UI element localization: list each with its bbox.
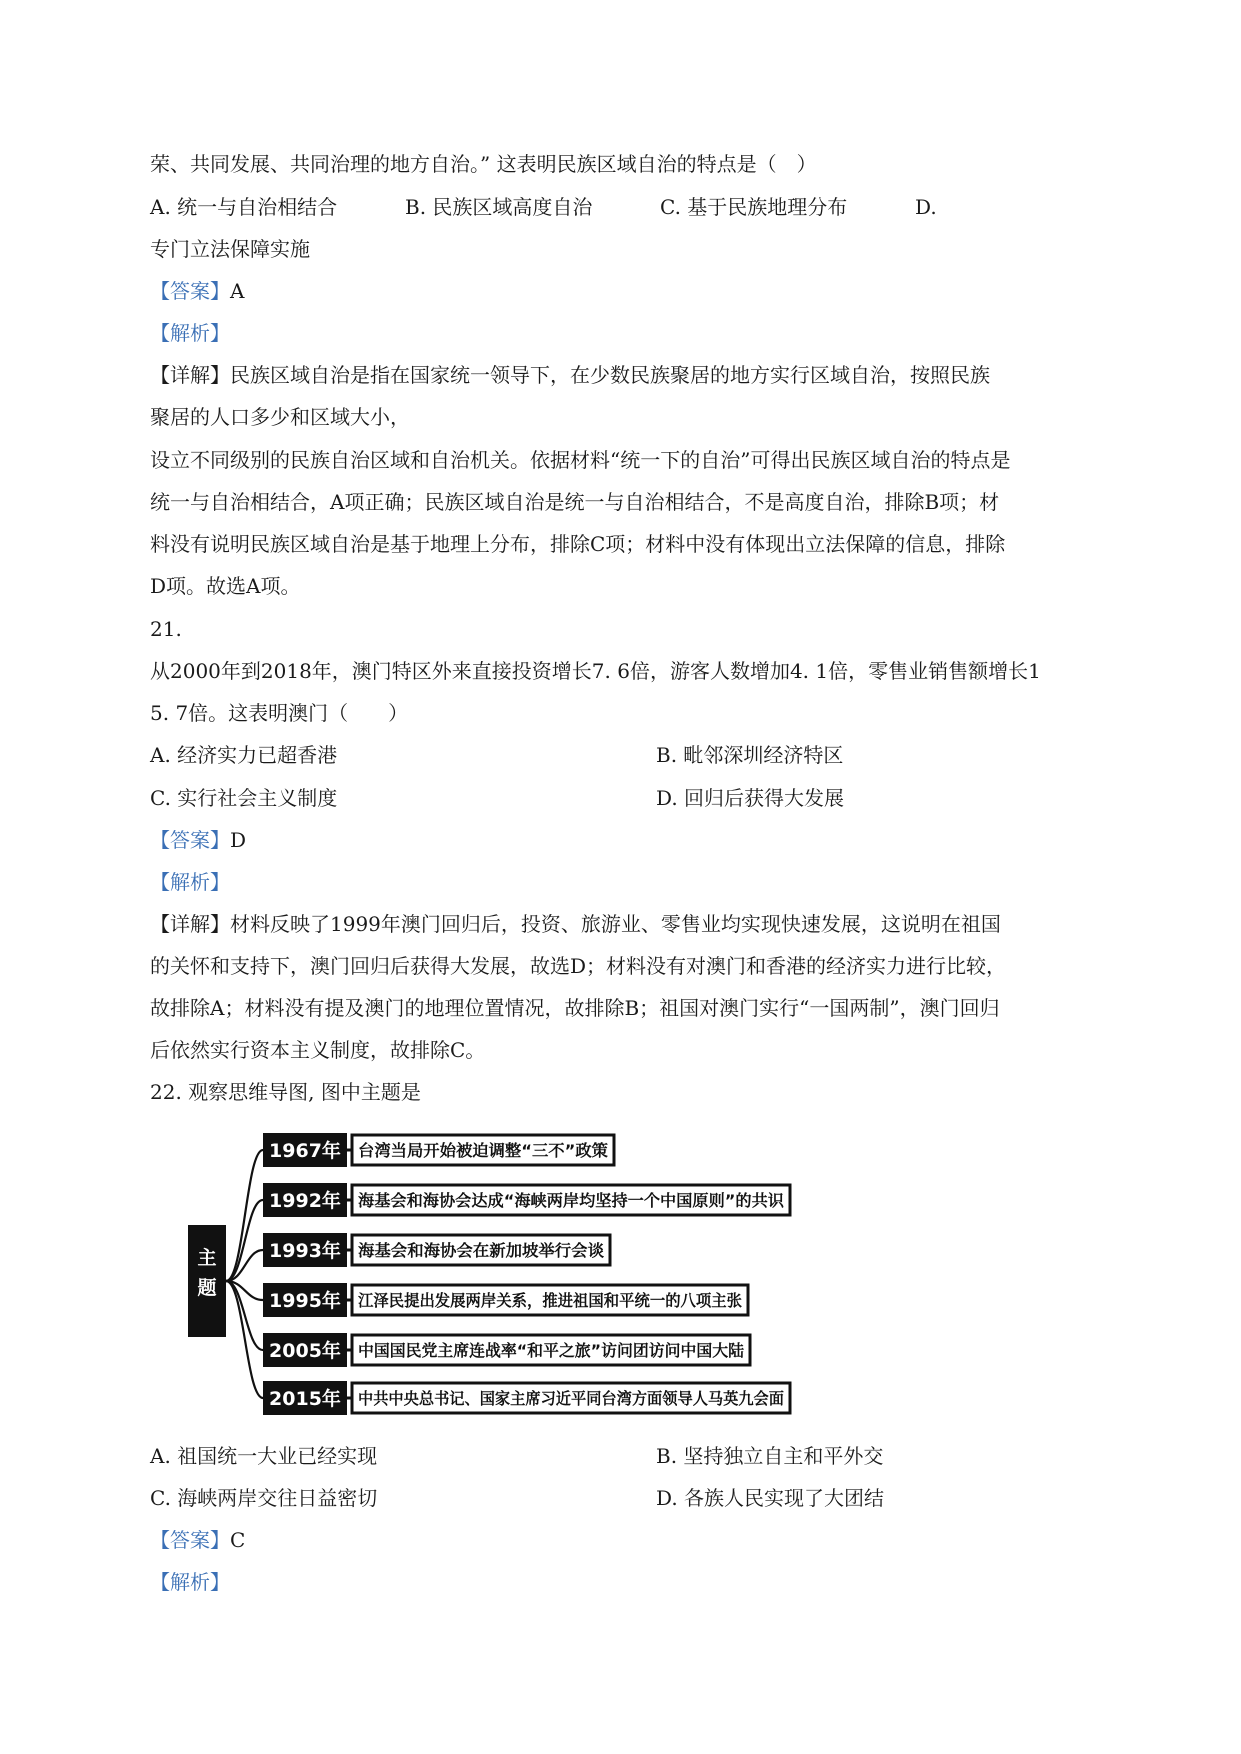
- detail-text: 材料反映了1999年澳门回归后，投资、旅游业、零售业均实现快速发展，这说明在祖国: [230, 912, 1001, 936]
- q20-option-c: C. 基于民族地理分布: [660, 195, 848, 219]
- answer-label: 【答案】: [150, 1528, 230, 1552]
- q22-analysis-label: 【解析】: [150, 1570, 230, 1594]
- q20-detail-line: 设立不同级别的民族自治区域和自治机关。依据材料“统一下的自治”可得出民族区域自治的特点是: [150, 448, 1011, 472]
- answer-value: D: [230, 828, 247, 852]
- mind-map-year-label: 2015年: [269, 1388, 341, 1410]
- mind-map-event-text: 台湾当局开始被迫调整“三不”政策: [358, 1141, 608, 1160]
- q20-analysis-label: 【解析】: [150, 321, 230, 345]
- q21-option-a: A. 经济实力已超香港: [150, 743, 338, 767]
- mind-map-connector: [226, 1150, 263, 1281]
- q21-detail-line: [150, 911, 1001, 937]
- q21-option-c: C. 实行社会主义制度: [150, 786, 338, 810]
- mind-map-event-text: 海基会和海协会在新加坡举行会谈: [358, 1241, 604, 1260]
- mind-map-year-label: 1967年: [269, 1140, 341, 1162]
- q20-option-a: A. 统一与自治相结合: [150, 195, 338, 219]
- q21-detail-line: 故排除A；材料没有提及澳门的地理位置情况，故排除B；祖国对澳门实行“一国两制”，澳门回归: [150, 996, 1000, 1020]
- q22-option-b: B. 坚持独立自主和平外交: [656, 1444, 884, 1468]
- answer-value: C: [230, 1528, 246, 1552]
- q20-detail-line: D项。故选A项。: [150, 574, 301, 598]
- q21-stem-line: 从2000年到2018年，澳门特区外来直接投资增长7. 6倍，游客人数增加4. 1倍，零售业销售额增长1: [150, 659, 1041, 683]
- mind-map-year-label: 1992年: [269, 1190, 341, 1212]
- mind-map-event-text: 海基会和海协会达成“海峡两岸均坚持一个中国原则”的共识: [358, 1191, 785, 1210]
- mind-map-event-text: 江泽民提出发展两岸关系，推进祖国和平统一的八项主张: [358, 1291, 759, 1310]
- q22-stem: 22. 观察思维导图, 图中主题是: [150, 1080, 421, 1104]
- q22-option-d: D. 各族人民实现了大团结: [656, 1486, 885, 1510]
- q22-answer: [150, 1527, 245, 1553]
- q20-option-d: D.: [915, 195, 937, 219]
- q21-detail-line: 的关怀和支持下，澳门回归后获得大发展，故选D；材料没有对澳门和香港的经济实力进行比较，: [150, 954, 1007, 978]
- q20-detail-line: 聚居的人口多少和区域大小，: [150, 405, 410, 429]
- q20-detail-line: 统一与自治相结合，A项正确；民族区域自治是统一与自治相结合，不是高度自治，排除B项；材: [150, 490, 1000, 514]
- q20-option-d-cont: 专门立法保障实施: [150, 237, 310, 261]
- answer-label: 【答案】: [150, 828, 230, 852]
- mind-map-root-char: 题: [197, 1277, 217, 1299]
- mind-map-year-label: 2005年: [269, 1340, 341, 1362]
- q22-option-c: C. 海峡两岸交往日益密切: [150, 1486, 378, 1510]
- answer-label: 【答案】: [150, 279, 230, 303]
- q20-stem-tail: 荣、共同发展、共同治理的地方自治。” 这表明民族区域自治的特点是（ ）: [150, 152, 817, 176]
- mind-map-event-text: 中共中央总书记、国家主席习近平同台湾方面领导人马英九会面: [358, 1389, 784, 1408]
- q21-option-d: D. 回归后获得大发展: [656, 786, 845, 810]
- mind-map-event-text: 中国国民党主席连战率“和平之旅”访问团访问中国大陆: [358, 1341, 744, 1360]
- mind-map-year-label: 1993年: [269, 1240, 341, 1262]
- mind-map-year-label: 1995年: [269, 1290, 341, 1312]
- q20-answer: [150, 278, 244, 304]
- detail-label: 【详解】: [150, 363, 230, 387]
- answer-value: A: [230, 279, 245, 303]
- q21-option-b: B. 毗邻深圳经济特区: [656, 743, 844, 767]
- q21-analysis-label: 【解析】: [150, 870, 230, 894]
- detail-text: 民族区域自治是指在国家统一领导下，在少数民族聚居的地方实行区域自治，按照民族: [230, 363, 990, 387]
- q21-answer: [150, 827, 246, 853]
- q22-option-a: A. 祖国统一大业已经实现: [150, 1444, 378, 1468]
- q21-number: 21.: [150, 617, 182, 641]
- q20-detail-line: [150, 362, 990, 388]
- q20-option-b: B. 民族区域高度自治: [405, 195, 593, 219]
- q21-detail-line: 后依然实行资本主义制度，故排除C。: [150, 1038, 486, 1062]
- q20-detail-line: 料没有说明民族区域自治是基于地理上分布，排除C项；材料中没有体现出立法保障的信息，排除: [150, 532, 1006, 556]
- q21-stem-line: 5. 7倍。这表明澳门（ ）: [150, 701, 409, 725]
- mind-map-root-char: 主: [197, 1247, 217, 1269]
- mind-map: [188, 1132, 808, 1432]
- detail-label: 【详解】: [150, 912, 230, 936]
